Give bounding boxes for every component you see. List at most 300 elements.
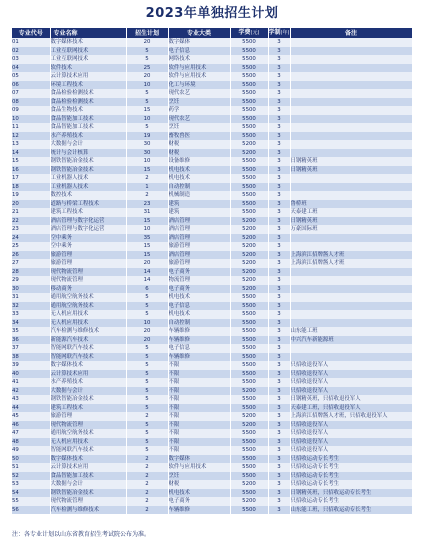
enroll-plan: 5 (126, 293, 168, 302)
remark: 日钢精英班 (290, 157, 412, 166)
major-code: 40 (12, 370, 50, 379)
major-category: 软件与应用技术 (168, 463, 230, 472)
enroll-plan: 10 (126, 81, 168, 90)
enroll-plan: 20 (126, 336, 168, 345)
study-years: 3 (268, 472, 290, 481)
study-years: 3 (268, 174, 290, 183)
remark (290, 55, 412, 64)
remark: 山东能工班，只招收运动专长考生 (290, 506, 412, 515)
tuition: 5200 (230, 421, 268, 430)
remark: 上海滨江招牌酱人才班 (290, 259, 412, 268)
study-years: 3 (268, 64, 290, 73)
enroll-plan: 20 (126, 72, 168, 81)
tuition: 5500 (230, 183, 268, 192)
remark (290, 64, 412, 73)
tuition: 5500 (230, 174, 268, 183)
major-code: 03 (12, 55, 50, 64)
study-years: 3 (268, 370, 290, 379)
major-code: 33 (12, 310, 50, 319)
tuition: 5500 (230, 72, 268, 81)
major-name: 工业互联网技术 (50, 47, 126, 56)
enroll-plan: 5 (126, 421, 168, 430)
remark: 日钢精英班 (290, 166, 412, 175)
remark (290, 47, 412, 56)
study-years: 3 (268, 81, 290, 90)
major-category: 不限 (168, 446, 230, 455)
study-years: 3 (268, 166, 290, 175)
remark: 万豪国际班 (290, 225, 412, 234)
major-name: 云计算技术应用 (50, 463, 126, 472)
study-years: 3 (268, 225, 290, 234)
major-code: 50 (12, 455, 50, 464)
major-code: 21 (12, 208, 50, 217)
tuition: 5500 (230, 166, 268, 175)
table-row (12, 404, 412, 413)
major-code: 27 (12, 259, 50, 268)
remark: 上海滨江招牌酱人才班，只招收退役军人 (290, 412, 412, 421)
table-row (12, 336, 412, 345)
remark: 天泰建工班，只招收退役军人 (290, 404, 412, 413)
major-name: 新能源汽车技术 (50, 336, 126, 345)
tuition: 5500 (230, 395, 268, 404)
table-row (12, 302, 412, 311)
major-category: 酒店管理 (168, 251, 230, 260)
major-category: 电子信息 (168, 47, 230, 56)
major-code: 47 (12, 429, 50, 438)
table-row (12, 166, 412, 175)
major-name: 旅游管理 (50, 412, 126, 421)
major-name: 钢铁智能冶金技术 (50, 166, 126, 175)
major-category: 不限 (168, 361, 230, 370)
study-years: 3 (268, 208, 290, 217)
enroll-plan: 5 (126, 438, 168, 447)
study-years: 3 (268, 412, 290, 421)
major-code: 56 (12, 506, 50, 515)
enroll-plan: 20 (126, 38, 168, 47)
major-code: 54 (12, 489, 50, 498)
major-name: 钢铁智能冶金技术 (50, 157, 126, 166)
study-years: 3 (268, 47, 290, 56)
tuition: 5500 (230, 81, 268, 90)
table-row (12, 370, 412, 379)
remark (290, 81, 412, 90)
tuition: 5200 (230, 251, 268, 260)
study-years: 3 (268, 438, 290, 447)
table-row (12, 472, 412, 481)
header-note: 备注 (290, 28, 412, 38)
enroll-plan: 2 (126, 191, 168, 200)
major-category: 电子信息 (168, 344, 230, 353)
table-row (12, 489, 412, 498)
study-years: 3 (268, 446, 290, 455)
major-name: 钢铁智能冶金技术 (50, 489, 126, 498)
major-name: 移动商务 (50, 285, 126, 294)
enroll-plan: 15 (126, 217, 168, 226)
header-years: 学制(年) (268, 29, 290, 36)
major-name: 道路与桥梁工程技术 (50, 200, 126, 209)
major-category: 不限 (168, 370, 230, 379)
major-name: 通用航空航务技术 (50, 429, 126, 438)
major-category: 不限 (168, 378, 230, 387)
enroll-plan: 6 (126, 285, 168, 294)
major-code: 15 (12, 157, 50, 166)
table-row (12, 251, 412, 260)
remark: 只招收退役军人 (290, 446, 412, 455)
remark (290, 123, 412, 132)
study-years: 3 (268, 259, 290, 268)
tuition: 5500 (230, 361, 268, 370)
major-name: 云计算技术应用 (50, 72, 126, 81)
major-code: 14 (12, 149, 50, 158)
remark: 只招收退役军人 (290, 387, 412, 396)
major-category: 软件与应用技术 (168, 64, 230, 73)
major-name: 现代物流管理 (50, 421, 126, 430)
study-years: 3 (268, 149, 290, 158)
major-name: 智能网联汽车技术 (50, 446, 126, 455)
tuition: 5500 (230, 123, 268, 132)
table-row (12, 387, 412, 396)
remark (290, 115, 412, 124)
enroll-plan: 5 (126, 378, 168, 387)
study-years: 3 (268, 319, 290, 328)
major-name: 旅游管理 (50, 251, 126, 260)
remark (290, 344, 412, 353)
remark (290, 302, 412, 311)
major-code: 28 (12, 268, 50, 277)
major-code: 44 (12, 404, 50, 413)
tuition: 5500 (230, 370, 268, 379)
major-category: 软件与应用技术 (168, 72, 230, 81)
table-row (12, 98, 412, 107)
remark: 只招收退役军人 (290, 361, 412, 370)
remark: 日钢精英班，只招收退役军人 (290, 395, 412, 404)
enroll-plan: 5 (126, 446, 168, 455)
remark (290, 149, 412, 158)
table-row (12, 276, 412, 285)
study-years: 3 (268, 38, 290, 47)
major-code: 22 (12, 217, 50, 226)
major-code: 20 (12, 200, 50, 209)
major-code: 42 (12, 387, 50, 396)
study-years: 3 (268, 140, 290, 149)
enroll-plan: 2 (126, 412, 168, 421)
major-category: 旅游管理 (168, 259, 230, 268)
enroll-plan: 5 (126, 98, 168, 107)
major-name: 现代物流管理 (50, 268, 126, 277)
enroll-plan: 20 (126, 259, 168, 268)
major-name: 空中乘务 (50, 234, 126, 243)
major-code: 25 (12, 242, 50, 251)
tuition: 5500 (230, 191, 268, 200)
enroll-plan: 5 (126, 395, 168, 404)
remark: 只招收退役军人 (290, 421, 412, 430)
enroll-plan: 5 (126, 310, 168, 319)
table-row (12, 157, 412, 166)
study-years: 3 (268, 489, 290, 498)
major-category: 机电技术 (168, 489, 230, 498)
major-name: 建筑工程技术 (50, 208, 126, 217)
enroll-plan: 5 (126, 55, 168, 64)
major-code: 49 (12, 446, 50, 455)
major-category: 网络技术 (168, 55, 230, 64)
table-row (12, 174, 412, 183)
enroll-plan: 10 (126, 157, 168, 166)
study-years: 3 (268, 327, 290, 336)
major-category: 车辆维修 (168, 353, 230, 362)
major-name: 数字媒体技术 (50, 361, 126, 370)
study-years: 3 (268, 302, 290, 311)
major-code: 13 (12, 140, 50, 149)
enroll-plan: 5 (126, 361, 168, 370)
table-row (12, 123, 412, 132)
enroll-plan: 14 (126, 276, 168, 285)
remark: 只招收运动专长考生 (290, 463, 412, 472)
table-row (12, 327, 412, 336)
remark: 只招收退役军人 (290, 378, 412, 387)
study-years: 3 (268, 115, 290, 124)
study-years: 3 (268, 480, 290, 489)
major-name: 工业机器人技术 (50, 174, 126, 183)
header-plan: 招生计划 (126, 28, 168, 38)
major-category: 烹饪 (168, 98, 230, 107)
table-row (12, 38, 412, 47)
remark: 只招收退役军人 (290, 429, 412, 438)
major-name: 空中乘务 (50, 242, 126, 251)
major-name: 大数据与会计 (50, 140, 126, 149)
enroll-plan: 10 (126, 225, 168, 234)
major-code: 52 (12, 472, 50, 481)
major-category: 不限 (168, 421, 230, 430)
table-header-row (12, 28, 412, 38)
remark: 只招收运动专长考生 (290, 472, 412, 481)
study-years: 3 (268, 310, 290, 319)
study-years: 3 (268, 89, 290, 98)
remark: 山东能工班 (290, 327, 412, 336)
major-name: 工业机器人技术 (50, 183, 126, 192)
major-category: 车辆维修 (168, 327, 230, 336)
major-category: 财税 (168, 149, 230, 158)
major-name: 建筑工程技术 (50, 404, 126, 413)
table-row (12, 208, 412, 217)
major-category: 不限 (168, 429, 230, 438)
remark (290, 353, 412, 362)
major-name: 酒店管理与数字化运营 (50, 225, 126, 234)
remark (290, 319, 412, 328)
major-code: 19 (12, 191, 50, 200)
enroll-plan: 2 (126, 506, 168, 515)
enroll-plan: 2 (126, 455, 168, 464)
tuition: 5500 (230, 157, 268, 166)
remark (290, 98, 412, 107)
major-name: 食品智能加工技术 (50, 123, 126, 132)
major-code: 08 (12, 98, 50, 107)
major-code: 29 (12, 276, 50, 285)
study-years: 3 (268, 55, 290, 64)
major-code: 46 (12, 421, 50, 430)
major-category: 建筑 (168, 200, 230, 209)
tuition: 5500 (230, 429, 268, 438)
remark: 日钢精英班，只招收运动专长考生 (290, 489, 412, 498)
major-name: 食品检验检测技术 (50, 98, 126, 107)
major-code: 34 (12, 319, 50, 328)
study-years: 3 (268, 353, 290, 362)
enroll-plan: 5 (126, 344, 168, 353)
remark: 鲁桥班 (290, 200, 412, 209)
study-years: 3 (268, 421, 290, 430)
tuition: 5200 (230, 149, 268, 158)
table-row (12, 72, 412, 81)
enroll-plan: 30 (126, 149, 168, 158)
enroll-plan: 5 (126, 47, 168, 56)
major-category: 机电技术 (168, 293, 230, 302)
major-name: 智能网联汽车技术 (50, 353, 126, 362)
tuition: 5500 (230, 472, 268, 481)
tuition: 5200 (230, 140, 268, 149)
enroll-plan: 19 (126, 132, 168, 141)
major-category: 建筑 (168, 208, 230, 217)
table-row (12, 64, 412, 73)
major-name: 大数据与会计 (50, 480, 126, 489)
tuition: 5500 (230, 344, 268, 353)
tuition: 5200 (230, 276, 268, 285)
header-category: 专业大类 (168, 28, 230, 38)
table-row (12, 446, 412, 455)
major-category: 自动控制 (168, 319, 230, 328)
study-years: 3 (268, 378, 290, 387)
major-code: 07 (12, 89, 50, 98)
major-code: 38 (12, 353, 50, 362)
table-row (12, 480, 412, 489)
major-category: 药学 (168, 106, 230, 115)
study-years: 3 (268, 497, 290, 506)
major-name: 无人机应用技术 (50, 319, 126, 328)
major-category: 机电技术 (168, 310, 230, 319)
major-code: 04 (12, 64, 50, 73)
major-category: 不限 (168, 387, 230, 396)
tuition: 5500 (230, 378, 268, 387)
tuition: 5200 (230, 259, 268, 268)
remark (290, 183, 412, 192)
study-years: 3 (268, 387, 290, 396)
tuition: 5500 (230, 489, 268, 498)
major-category: 电子商务 (168, 268, 230, 277)
table-row (12, 234, 412, 243)
major-name: 现代物流管理 (50, 497, 126, 506)
enroll-plan: 35 (126, 234, 168, 243)
major-name: 现代物流管理 (50, 276, 126, 285)
tuition: 5200 (230, 412, 268, 421)
tuition: 5200 (230, 497, 268, 506)
tuition: 5500 (230, 55, 268, 64)
enroll-plan: 2 (126, 489, 168, 498)
major-category: 畜牧兽医 (168, 132, 230, 141)
study-years: 3 (268, 455, 290, 464)
table-row (12, 115, 412, 124)
enroll-plan: 1 (126, 183, 168, 192)
major-category: 电子商务 (168, 285, 230, 294)
major-code: 05 (12, 72, 50, 81)
header-fee: 学费(元) (230, 28, 268, 38)
study-years: 3 (268, 336, 290, 345)
enroll-plan: 5 (126, 89, 168, 98)
study-years: 3 (268, 293, 290, 302)
enroll-plan: 15 (126, 251, 168, 260)
table-row (12, 225, 412, 234)
major-code: 41 (12, 378, 50, 387)
table-row (12, 183, 412, 192)
enroll-plan: 31 (126, 208, 168, 217)
study-years: 3 (268, 72, 290, 81)
study-years: 3 (268, 251, 290, 260)
tuition: 5500 (230, 38, 268, 47)
study-years: 3 (268, 106, 290, 115)
major-name: 无人机应用技术 (50, 310, 126, 319)
major-name: 通用航空航务技术 (50, 293, 126, 302)
enroll-plan: 5 (126, 123, 168, 132)
enroll-plan: 5 (126, 404, 168, 413)
major-name: 旅游管理 (50, 259, 126, 268)
remark: 只招收运动专长考生 (290, 480, 412, 489)
study-years: 3 (268, 157, 290, 166)
major-category: 机械制造 (168, 191, 230, 200)
tuition: 5500 (230, 438, 268, 447)
major-category: 财税 (168, 140, 230, 149)
remark (290, 242, 412, 251)
study-years: 3 (268, 344, 290, 353)
major-name: 水产养殖技术 (50, 378, 126, 387)
study-years: 3 (268, 285, 290, 294)
tuition: 5200 (230, 234, 268, 243)
remark (290, 234, 412, 243)
remark (290, 132, 412, 141)
fee-unit: (元) (250, 30, 260, 36)
tuition: 5200 (230, 217, 268, 226)
major-code: 45 (12, 412, 50, 421)
major-code: 16 (12, 166, 50, 175)
major-name: 软件技术 (50, 64, 126, 73)
major-code: 01 (12, 38, 50, 47)
header-code: 专业代号 (12, 28, 50, 38)
table-row (12, 378, 412, 387)
major-category: 物流管理 (168, 276, 230, 285)
year-unit: (年) (280, 30, 290, 36)
enroll-plan: 20 (126, 327, 168, 336)
tuition: 5500 (230, 336, 268, 345)
major-category: 电子商务 (168, 497, 230, 506)
major-name: 酒店管理与数字化运营 (50, 217, 126, 226)
tuition: 5200 (230, 480, 268, 489)
study-years: 3 (268, 132, 290, 141)
tuition: 5500 (230, 302, 268, 311)
remark (290, 285, 412, 294)
enroll-plan: 14 (126, 268, 168, 277)
major-name: 通用航空航务技术 (50, 302, 126, 311)
major-code: 51 (12, 463, 50, 472)
table-row (12, 106, 412, 115)
tuition: 5500 (230, 208, 268, 217)
table-row (12, 191, 412, 200)
major-code: 06 (12, 81, 50, 90)
enroll-plan: 2 (126, 463, 168, 472)
major-category: 不限 (168, 395, 230, 404)
table-row (12, 242, 412, 251)
study-years: 3 (268, 234, 290, 243)
tuition: 5500 (230, 319, 268, 328)
tuition: 5200 (230, 268, 268, 277)
table-row (12, 132, 412, 141)
tuition: 5500 (230, 115, 268, 124)
major-category: 车辆维修 (168, 506, 230, 515)
